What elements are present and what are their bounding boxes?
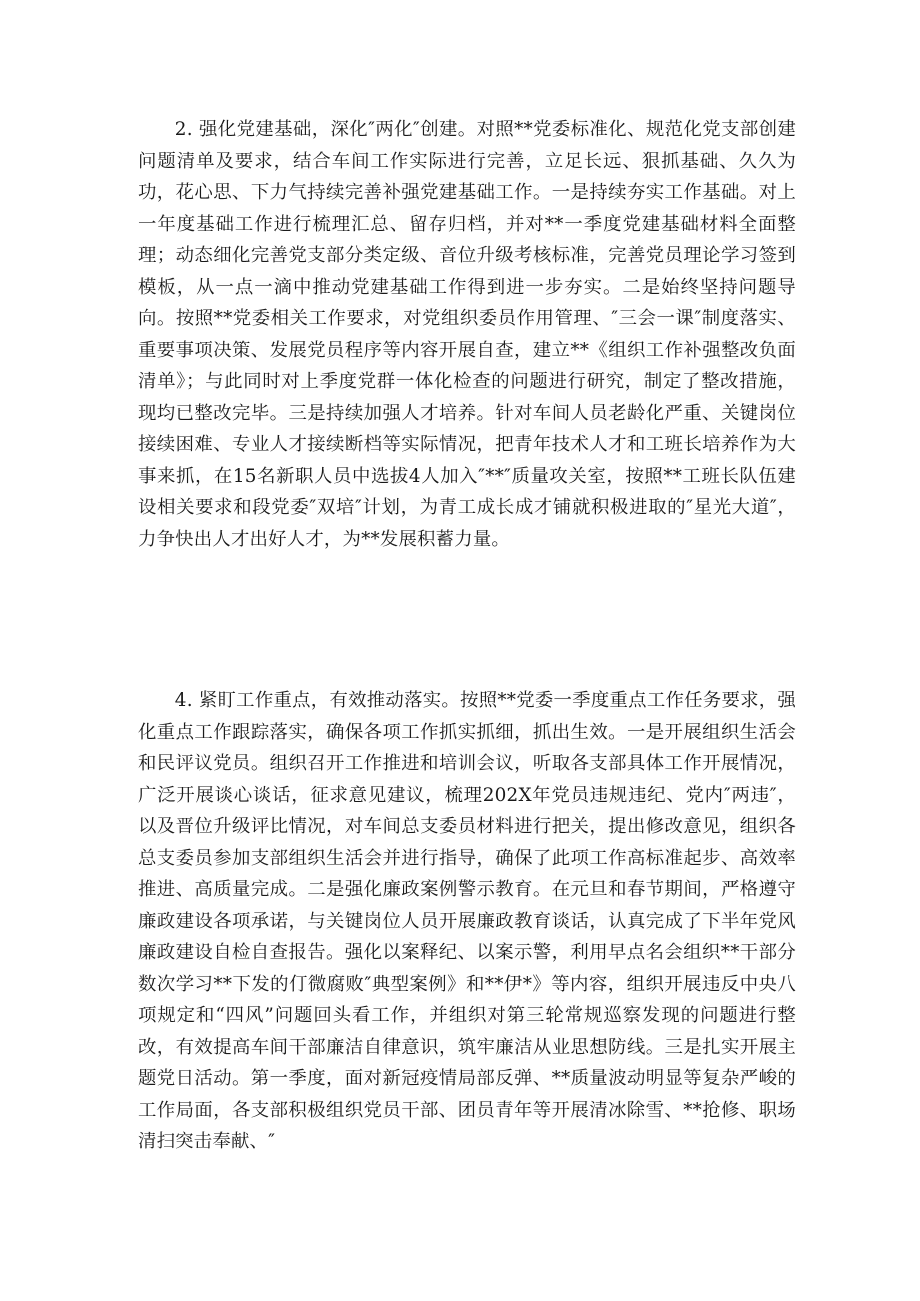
paragraph-party-building-foundation: 2. 强化党建基础，深化″两化″创建。对照**党委标准化、规范化党支部创建问题清单及要求，结合车间工作实际进行完善，立足长远、狠抓基础、久久为功，花心思、下力气持续完善补强党建基础工作。一是持续夯实工作基础。对上一年度基础工作进行梳理汇总、留存归档，并对**一季度党建基础材料全面整理；动态细化完善党支部分类定级、音位升级考核标准，完善党员理论学习签到模板，从一点一滴中推动党建基础工作得到进一步夯实。二是始终坚持问题导向。按照**党委相关工作要求，对党组织委员作用管理、″三会一课″制度落实、重要事项决策、发展党员程序等内容开展自查，建立**《组织工作补强整改负面清单》；与此同时对上季度党群一体化检查的问题进行研究，制定了整改措施，现均已整改完毕。三是持续加强人才培养。针对车间人员老龄化严重、关键岗位接续困难、专业人才接续断档等实际情况，把青年技术人才和工班长培养作为大事来抓，在15名新职人员中选拔4人加入″**″质量攻关室，按照**工班长队伍建设相关要求和段党委″双培″计划，为青工成长成才铺就积极进取的″星光大道″，力争快出人才出好人才，为**发展积蓄力量。 bbox=[138, 119, 796, 550]
paragraph-work-priorities: 4. 紧盯工作重点，有效推动落实。按照**党委一季度重点工作任务要求，强化重点工作跟踪落实，确保各项工作抓实抓细，抓出生效。一是开展组织生活会和民评议党员。组织召开工作推进和培训会议，听取各支部具体工作开展情况，广泛开展谈心谈话，征求意见建议，梳理202X年党员违规违纪、党内″两违″，以及晋位升级评比情况，对车间总支委员材料进行把关，提出修改意见，组织各总支委员参加支部组织生活会并进行指导，确保了此项工作高标准起步、高效率推进、高质量完成。二是强化廉政案例警示教育。在元旦和春节期间，严格遵守廉政建设各项承诺，与关键岗位人员开展廉政教育谈话，认真完成了下半年党风廉政建设自检自查报告。强化以案释纪、以案示警，利用早点名会组织**干部分数次学习**下发的仃微腐败″典型案例》和**伊*》等内容，组织开展违反中央八项规定和“四风”问题回头看工作，并组织对第三轮常规巡察发现的问题进行整改，有效提高车间干部廉洁自律意识，筑牢廉洁从业思想防线。三是扎实开展主题党日活动。第一季度，面对新冠疫情局部反弹、**质量波动明显等复杂严峻的工作局面，各支部积极组织党员干部、团员青年等开展清冰除雪、**抢修、职场清扫突击奉献、″ bbox=[138, 690, 796, 1152]
